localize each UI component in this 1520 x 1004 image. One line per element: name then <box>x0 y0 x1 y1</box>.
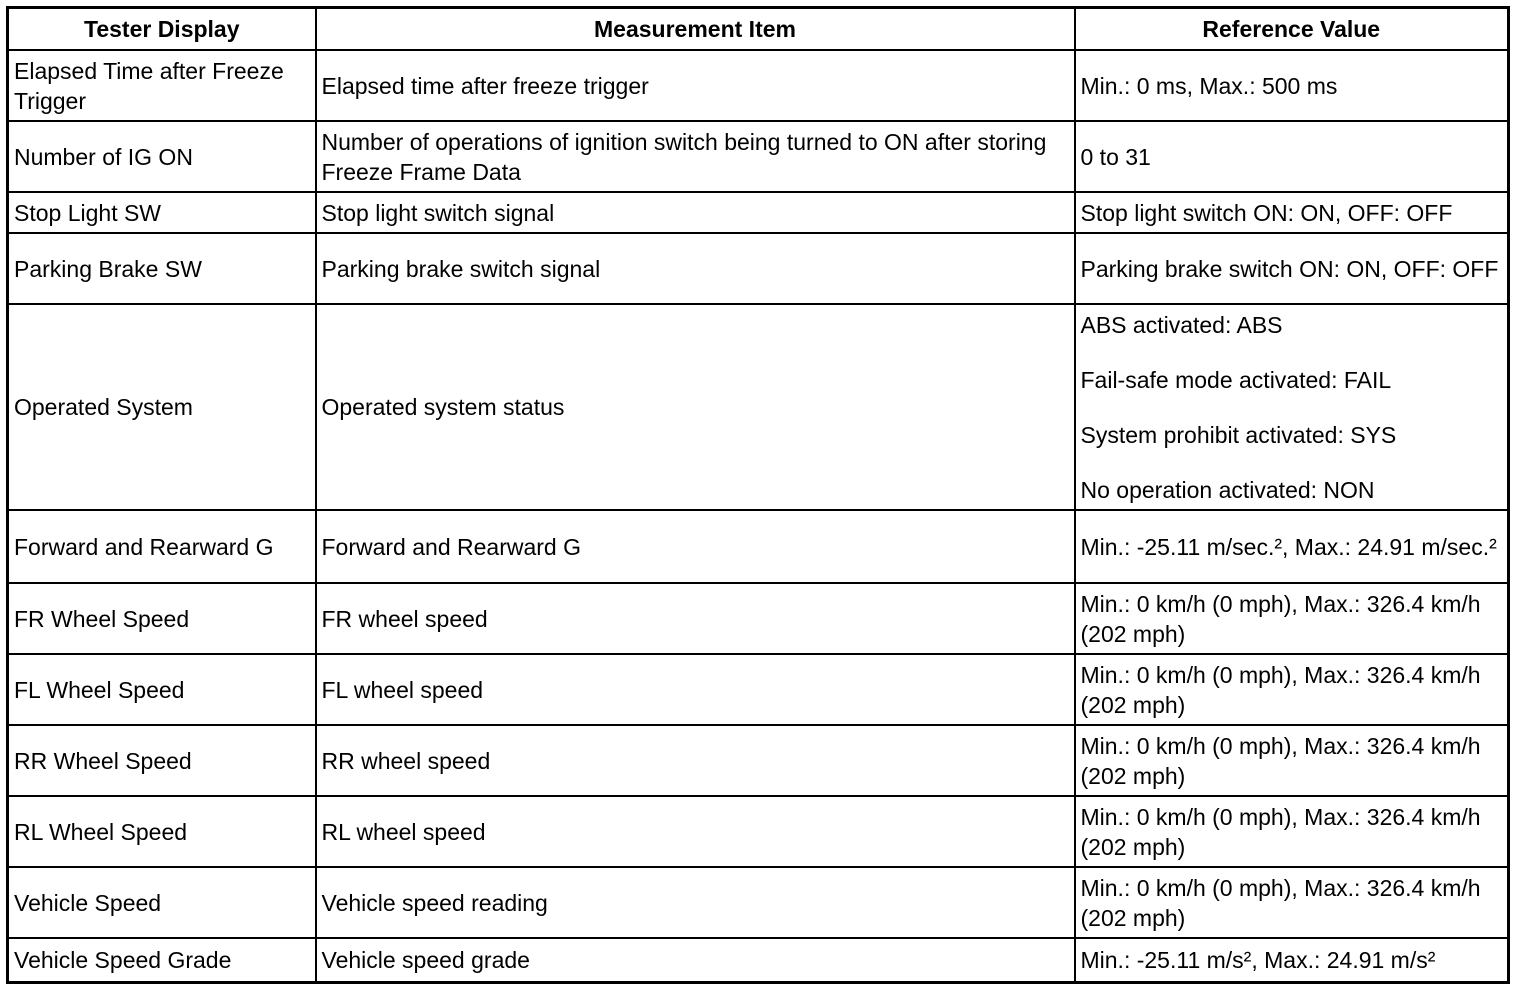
table-row <box>8 867 1509 938</box>
reference-value-line: System prohibit activated: SYS <box>1080 421 1397 448</box>
reference-value-line: Min.: 0 ms, Max.: 500 ms <box>1080 72 1338 99</box>
table-row <box>8 583 1509 654</box>
cell-tester-display: FL Wheel Speed <box>8 654 316 725</box>
cell-tester-display: Parking Brake SW <box>8 233 316 304</box>
cell-reference-value <box>1075 583 1509 654</box>
cell-measurement-item: Vehicle speed grade <box>316 938 1075 982</box>
header-reference-value: Reference Value <box>1075 8 1509 51</box>
cell-tester-display: Number of IG ON <box>8 121 316 192</box>
cell-measurement-item: FR wheel speed <box>316 583 1075 654</box>
cell-measurement-item: Forward and Rearward G <box>316 510 1075 583</box>
reference-value-line: Min.: 0 km/h (0 mph), Max.: 326.4 km/h (202 mph) <box>1080 590 1481 647</box>
cell-tester-display: FR Wheel Speed <box>8 583 316 654</box>
table-row <box>8 192 1509 233</box>
cell-measurement-item: Stop light switch signal <box>316 192 1075 233</box>
cell-tester-display: Vehicle Speed <box>8 867 316 938</box>
header-row <box>8 8 1509 51</box>
table-body <box>8 50 1509 982</box>
cell-tester-display: Stop Light SW <box>8 192 316 233</box>
cell-measurement-item: Number of operations of ignition switch being turned to ON after storing Freeze Frame Data <box>316 121 1075 192</box>
cell-measurement-item: RL wheel speed <box>316 796 1075 867</box>
reference-value-line: Parking brake switch ON: ON, OFF: OFF <box>1080 255 1499 282</box>
table-row <box>8 796 1509 867</box>
cell-measurement-item: Vehicle speed reading <box>316 867 1075 938</box>
reference-value-line: Min.: -25.11 m/s², Max.: 24.91 m/s² <box>1080 946 1436 973</box>
table-row <box>8 654 1509 725</box>
cell-reference-value <box>1075 938 1509 982</box>
cell-tester-display: Operated System <box>8 304 316 510</box>
cell-measurement-item: RR wheel speed <box>316 725 1075 796</box>
reference-value-line: No operation activated: NON <box>1080 476 1375 503</box>
table-row <box>8 233 1509 304</box>
cell-measurement-item: Elapsed time after freeze trigger <box>316 50 1075 121</box>
cell-reference-value <box>1075 510 1509 583</box>
table-row <box>8 510 1509 583</box>
header-tester-display: Tester Display <box>8 8 316 51</box>
cell-tester-display: Vehicle Speed Grade <box>8 938 316 982</box>
table-header <box>8 8 1509 51</box>
cell-tester-display: Forward and Rearward G <box>8 510 316 583</box>
table-row <box>8 938 1509 982</box>
reference-value-line: Fail-safe mode activated: FAIL <box>1080 366 1392 393</box>
table-row <box>8 304 1509 510</box>
table-row <box>8 121 1509 192</box>
data-list-table <box>6 6 1510 984</box>
cell-tester-display: Elapsed Time after Freeze Trigger <box>8 50 316 121</box>
reference-value-line: Stop light switch ON: ON, OFF: OFF <box>1080 199 1453 226</box>
reference-value-line: Min.: 0 km/h (0 mph), Max.: 326.4 km/h (202 mph) <box>1080 874 1481 931</box>
cell-measurement-item: Operated system status <box>316 304 1075 510</box>
header-measurement-item: Measurement Item <box>316 8 1075 51</box>
reference-value-line: Min.: 0 km/h (0 mph), Max.: 326.4 km/h (202 mph) <box>1080 661 1481 718</box>
cell-reference-value <box>1075 233 1509 304</box>
cell-tester-display: RL Wheel Speed <box>8 796 316 867</box>
table-row <box>8 50 1509 121</box>
cell-reference-value <box>1075 50 1509 121</box>
cell-reference-value <box>1075 867 1509 938</box>
cell-reference-value <box>1075 121 1509 192</box>
cell-measurement-item: Parking brake switch signal <box>316 233 1075 304</box>
reference-value-line: Min.: -25.11 m/sec.², Max.: 24.91 m/sec.² <box>1080 533 1497 560</box>
cell-reference-value <box>1075 796 1509 867</box>
cell-reference-value <box>1075 725 1509 796</box>
reference-value-line: Min.: 0 km/h (0 mph), Max.: 326.4 km/h (202 mph) <box>1080 803 1481 860</box>
cell-measurement-item: FL wheel speed <box>316 654 1075 725</box>
cell-tester-display: RR Wheel Speed <box>8 725 316 796</box>
reference-value-line: 0 to 31 <box>1080 143 1151 170</box>
reference-value-line: ABS activated: ABS <box>1080 311 1283 338</box>
reference-value-line: Min.: 0 km/h (0 mph), Max.: 326.4 km/h (202 mph) <box>1080 732 1481 789</box>
table-row <box>8 725 1509 796</box>
data-list-table-container <box>6 6 1507 984</box>
cell-reference-value <box>1075 304 1509 510</box>
cell-reference-value <box>1075 192 1509 233</box>
cell-reference-value <box>1075 654 1509 725</box>
